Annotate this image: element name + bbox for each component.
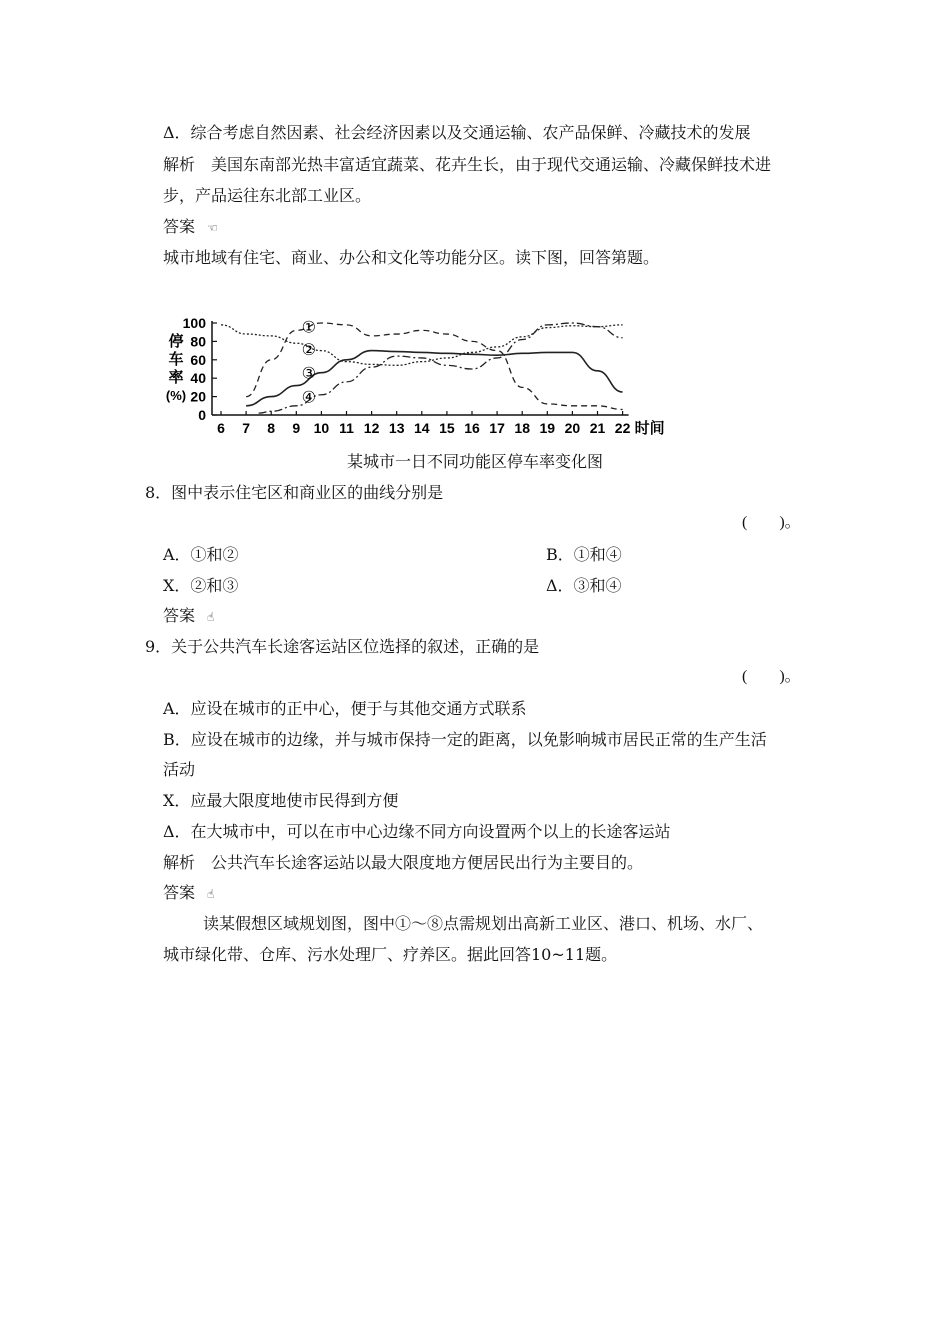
y-label-part: 率: [168, 369, 184, 386]
q9-option-d: Δ．在大城市中，可以在市中心边缘不同方向设置两个以上的长途客运站: [163, 822, 671, 841]
y-tick-label: 0: [198, 407, 206, 423]
x-tick-label: 19: [539, 420, 556, 436]
q8-answer-glyph-icon: ☝: [207, 610, 215, 624]
x-tick-label: 16: [464, 420, 480, 436]
series-label-2: ②: [301, 341, 317, 359]
x-tick-label: 11: [339, 420, 354, 436]
y-label-part: (%): [165, 388, 187, 403]
q8-question: 8．图中表示住宅区和商业区的曲线分别是: [145, 483, 444, 502]
series-label-4: ④: [301, 389, 317, 407]
chart-series-labels: [302, 320, 316, 407]
chart-y-label: [166, 332, 186, 403]
series-label-1: ①: [301, 319, 317, 337]
bottom-paragraph-line-1: 读某假想区域规划图，图中①～⑧点需规划出高新工业区、港口、机场、水厂、: [203, 914, 764, 933]
x-tick-label: 9: [292, 420, 301, 436]
y-label-part: 停: [168, 333, 184, 350]
x-tick-label: 18: [514, 420, 530, 436]
x-tick-label: 13: [388, 420, 405, 436]
x-tick-label: 22: [614, 420, 631, 436]
q9-option-b-line-2: 活动: [163, 760, 196, 779]
x-tick-label: 15: [439, 420, 455, 436]
q9-option-a: A．应设在城市的正中心，便于与其他交通方式联系: [163, 699, 527, 718]
chart-axes: [212, 321, 629, 415]
q9-answer-bracket: ( )。: [742, 668, 801, 685]
q8-answer-line: [163, 606, 214, 627]
x-tick-label: 8: [267, 420, 276, 436]
parking-rate-chart: [160, 308, 680, 448]
q8-option-d: Δ．③和④: [546, 576, 622, 595]
x-tick-label: 20: [564, 420, 581, 436]
x-tick-label: 6: [217, 420, 225, 436]
x-tick-label: 10: [313, 420, 330, 436]
q9-option-b-line-1: B．应设在城市的边缘，并与城市保持一定的距离，以免影响城市居民正常的生产生活: [163, 730, 767, 749]
q8-option-c: X．②和③: [163, 576, 239, 595]
y-tick-label: 40: [190, 370, 206, 387]
series-line-2: [221, 325, 623, 365]
y-label-part: 车: [168, 351, 184, 368]
q9-answer-glyph-icon: ☝: [207, 887, 215, 901]
x-tick-label: 21: [589, 420, 606, 436]
q8-answer-label: 答案: [163, 606, 196, 625]
x-tick-label: 14: [414, 420, 430, 436]
chart-series: [221, 323, 623, 413]
series-label-3: ③: [301, 365, 317, 383]
q9-analysis: 解析 公共汽车长途客运站以最大限度地方便居民出行为主要目的。: [163, 853, 644, 872]
y-tick-label: 100: [182, 315, 206, 331]
q8-option-a: A．①和②: [163, 545, 239, 564]
bottom-paragraph-line-2: 城市绿化带、仓库、污水处理厂、疗养区。据此回答10~11题。: [163, 945, 618, 964]
x-tick-label: 17: [489, 420, 505, 436]
chart-x-label: 时间: [634, 420, 665, 437]
analysis-line-1: 解析 美国东南部光热丰富适宜蔬菜、花卉生长，由于现代交通运输、冷藏保鲜技术进: [163, 155, 772, 174]
y-tick-label: 80: [190, 333, 206, 350]
answer-glyph-icon: ☜: [207, 221, 218, 235]
q9-answer-line: [163, 883, 214, 904]
y-tick-label: 60: [190, 351, 206, 368]
answer-line: [163, 217, 218, 238]
q8-answer-bracket: ( )。: [742, 514, 801, 531]
q9-answer-label: 答案: [163, 883, 196, 902]
chart-title: 某城市一日不同功能区停车率变化图: [346, 452, 603, 471]
option-d-line: Δ．综合考虑自然因素、社会经济因素以及交通运输、农产品保鲜、冷藏技术的发展: [163, 123, 751, 142]
analysis-line-2: 步，产品运往东北部工业区。: [163, 186, 372, 205]
q9-option-c: X．应最大限度地使市民得到方便: [163, 791, 399, 810]
answer-label: 答案: [163, 217, 196, 236]
q9-question: 9．关于公共汽车长途客运站区位选择的叙述，正确的是: [145, 637, 540, 656]
intro-line: 城市地域有住宅、商业、办公和文化等功能分区。读下图，回答第题。: [163, 248, 660, 267]
q8-option-b: B．①和④: [546, 545, 622, 564]
x-tick-label: 12: [363, 420, 380, 436]
x-tick-label: 7: [242, 420, 250, 436]
y-tick-label: 20: [190, 388, 206, 405]
